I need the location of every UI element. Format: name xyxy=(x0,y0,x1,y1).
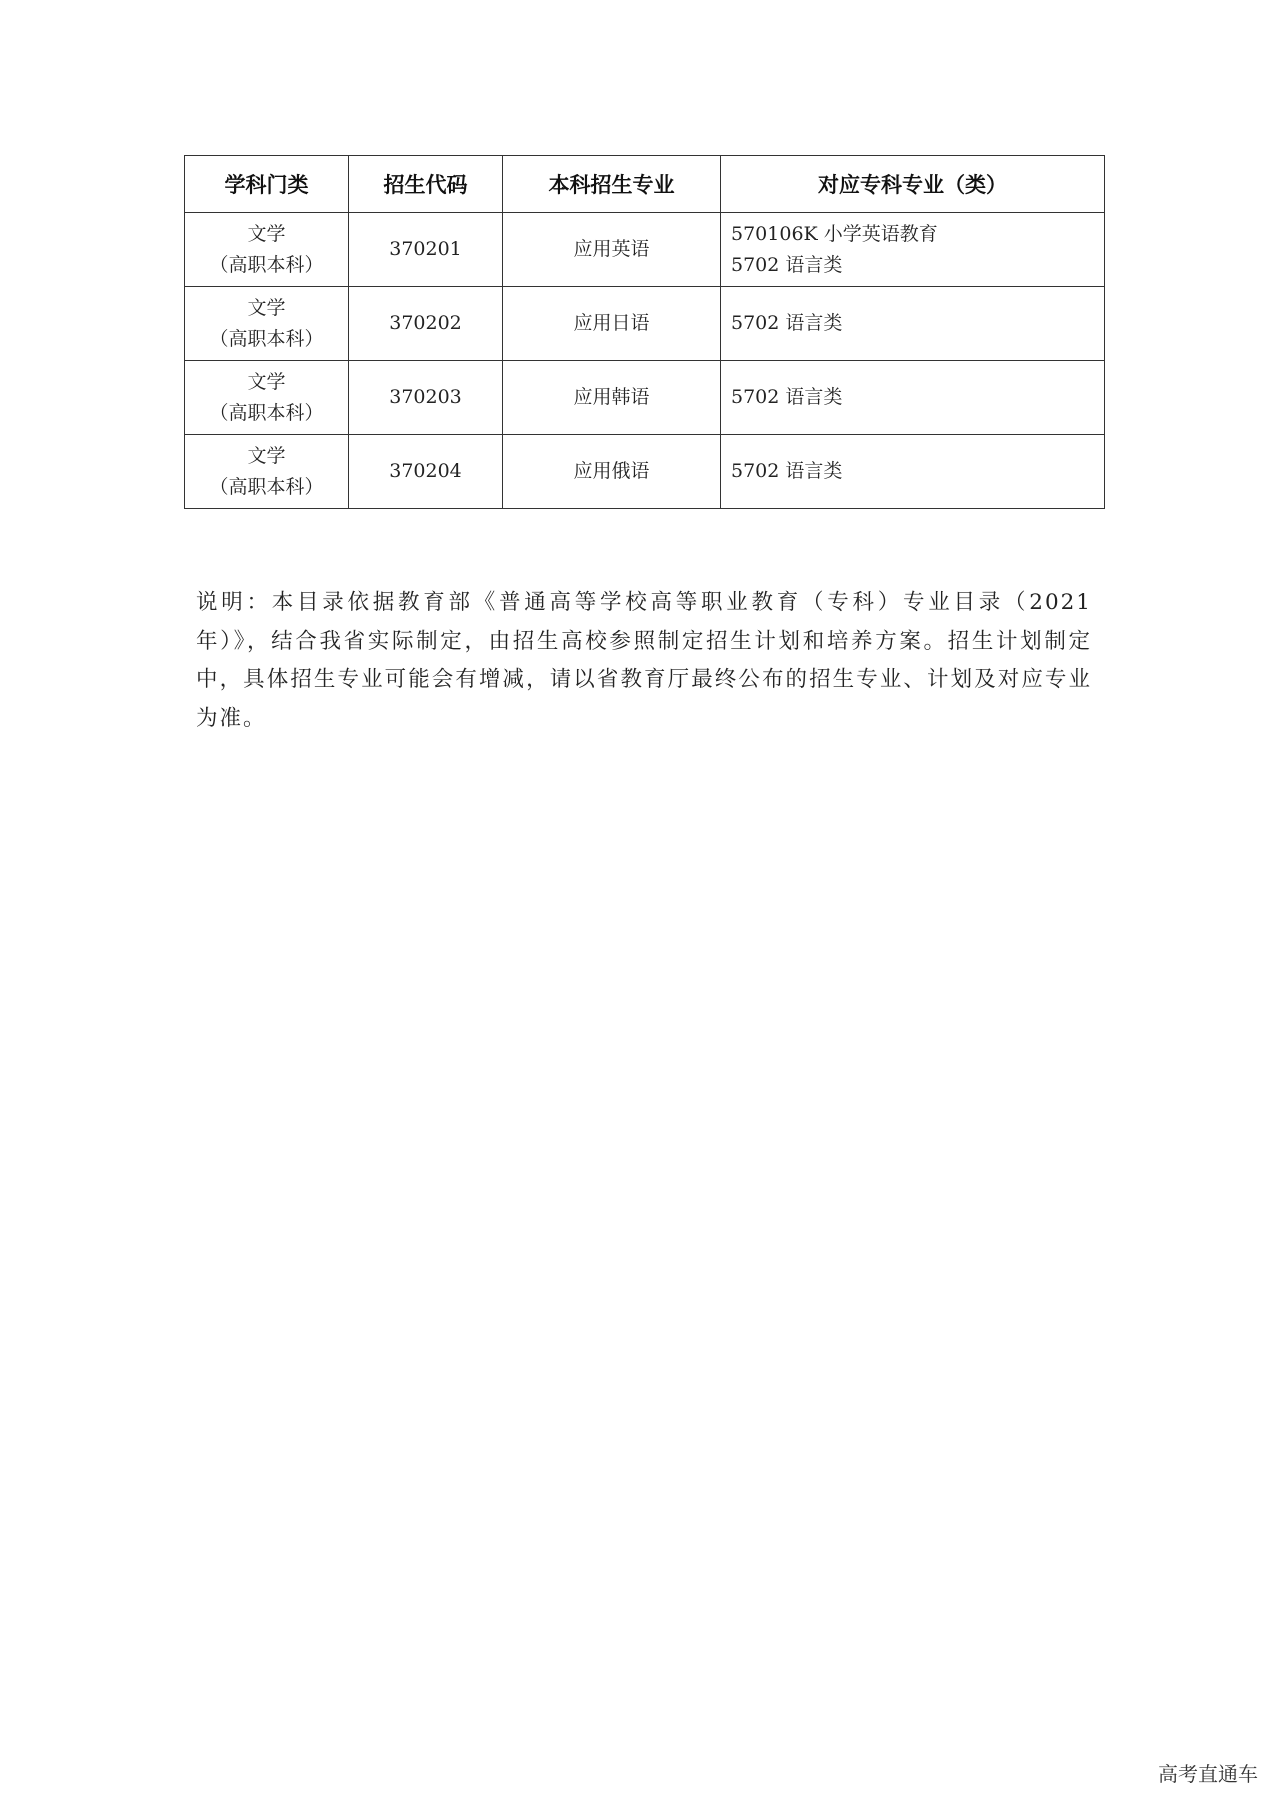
category-level: （高职本科） xyxy=(209,327,324,350)
enrollment-code: 370201 xyxy=(349,213,503,287)
corresponding-specialty-cell xyxy=(721,361,1105,435)
header-discipline-category: 学科门类 xyxy=(185,156,349,213)
corresponding-specialty-cell xyxy=(721,213,1105,287)
corresponding-specialty: 5702 语言类 xyxy=(731,253,843,276)
watermark-label: 高考直通车 xyxy=(1158,1762,1258,1786)
category-cell xyxy=(185,213,349,287)
corresponding-specialty: 570106K 小学英语教育 xyxy=(731,222,938,245)
corresponding-specialty: 5702 语言类 xyxy=(731,460,843,482)
header-undergraduate-major: 本科招生专业 xyxy=(503,156,721,213)
category-name: 文学 xyxy=(247,370,286,393)
category-name: 文学 xyxy=(247,222,286,245)
category-level: （高职本科） xyxy=(209,401,324,424)
enrollment-code: 370203 xyxy=(349,361,503,435)
header-corresponding-specialty: 对应专科专业（类） xyxy=(721,156,1105,213)
table-row xyxy=(185,287,1105,361)
category-level: （高职本科） xyxy=(209,475,324,498)
undergraduate-major: 应用英语 xyxy=(503,213,721,287)
enrollment-code: 370204 xyxy=(349,435,503,509)
corresponding-specialty-cell xyxy=(721,287,1105,361)
category-level: （高职本科） xyxy=(209,253,324,276)
corresponding-specialty: 5702 语言类 xyxy=(731,312,843,334)
undergraduate-major: 应用韩语 xyxy=(503,361,721,435)
explanatory-note: 说明：本目录依据教育部《普通高等学校高等职业教育（专科）专业目录（2021年）》，结合我省实际制定，由招生高校参照制定招生计划和培养方案。招生计划制定中，具体招生专业可能会有增减，请以省教育厅最终公布的招生专业、计划及对应专业为准。 xyxy=(196,590,1092,731)
category-name: 文学 xyxy=(247,444,286,467)
catalog-table xyxy=(184,155,1105,509)
table-row xyxy=(185,435,1105,509)
corresponding-specialty-cell xyxy=(721,435,1105,509)
category-cell xyxy=(185,361,349,435)
category-cell xyxy=(185,435,349,509)
category-cell xyxy=(185,287,349,361)
undergraduate-major: 应用日语 xyxy=(503,287,721,361)
category-name: 文学 xyxy=(247,296,286,319)
corresponding-specialty: 5702 语言类 xyxy=(731,386,843,408)
undergraduate-major: 应用俄语 xyxy=(503,435,721,509)
enrollment-code: 370202 xyxy=(349,287,503,361)
table-row xyxy=(185,213,1105,287)
table-row xyxy=(185,361,1105,435)
table-header-row xyxy=(185,156,1105,213)
header-enrollment-code: 招生代码 xyxy=(349,156,503,213)
